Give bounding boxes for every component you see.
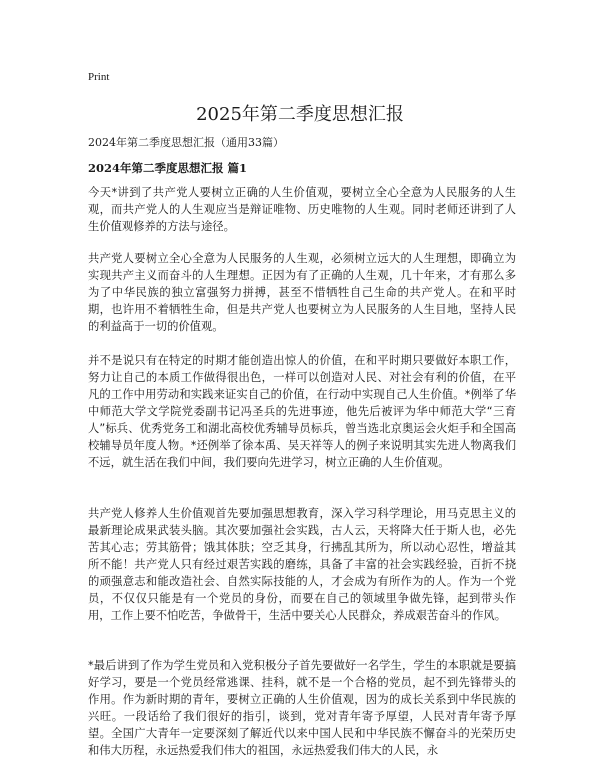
print-link[interactable]: Print — [88, 71, 110, 83]
paragraph: 共产党人修养人生价值观首先要加强思想教育，深入学习科学理论，用马克思主义的最新理论成果武装头脑。其次要加强社会实践，古人云，天将降大任于斯人也，必先苦其心志；劳其筋骨；饿其体肤；空乏其身，行拂乱其所为，所以动心忍性，增益其所不能！共产党人只有经过艰苦实践的磨练，具备了丰富的社会实践经验，百折不挠的顽强意志和能改造社会、自然实际技能的人，才会成为有所作为的人。作为一个党员，不仅仅只能是有一个党员的身份，而要在自己的领域里争做先锋，起到带头作用，工作上要不怕吃苦，争做骨干，生活中要关心人民群众，养成艰苦奋斗的作风。 — [88, 507, 516, 622]
paragraph: 今天*讲到了共产党人要树立正确的人生价值观，要树立全心全意为人民服务的人生观，而共产党人的人生观应当是辩证唯物、历史唯物的人生观。同时老师还讲到了人生价值观修养的方法与途径。 — [88, 186, 516, 233]
document-title: 2025年第二季度思想汇报 — [196, 104, 404, 125]
paragraph: *最后讲到了作为学生党员和入党积极分子首先要做好一名学生，学生的本职就是要搞好学习，要是一个党员经常逃课、挂科，就不是一个合格的党员，起不到先锋带头的作用。作为新时期的青年，要树立正确的人生价值观，因为的成长关系到中华民族的兴旺。一段话给了我们很好的指引，谈到，党对青年寄予厚望，人民对青年寄予厚望。全国广大青年一定要深刻了解近代以来中国人民和中华民族不懈奋斗的光荣历史和伟大历程，永远热爱我们伟大的祖国，永远热爱我们伟大的人民，永 — [88, 659, 516, 757]
paragraph: 并不是说只有在特定的时期才能创造出惊人的价值，在和平时期只要做好本职工作，努力让自己的本质工作做得很出色，一样可以创造对人民、对社会有利的价值，在平凡的工作中用劳动和实践来证实自己的价值，在行动中实现自己人生价值。*例举了华中师范大学文学院党委副书记冯圣兵的先进事迹，他先后被评为华中师范大学“三育人”标兵、优秀党务工和湖北高校优秀辅导员标兵，曾当选北京奥运会火炬手和全国高校辅导员年度人物。*还例举了徐本禹、吴天祥等人的例子来说明其实先进人物离我们不远，就生活在我们中间，我们要向先进学习，树立正确的人生价值观。 — [88, 354, 516, 469]
paragraph: 共产党人要树立全心全意为人民服务的人生观，必须树立远大的人生理想，即确立为实现共产主义而奋斗的人生理想。正因为有了正确的人生观，几十年来，才有那么多为了中华民族的独立富强努力拼搏，甚至不惜牺牲自己生命的共产党人。在和平时期，也许用不着牺牲生命，但是共产党人也要树立为人民服务的人生目地，坚持人民的利益高于一切的价值观。 — [88, 252, 516, 333]
document-subtitle: 2024年第二季度思想汇报（通用33篇） — [88, 136, 284, 149]
section-heading: 2024年第二季度思想汇报 篇1 — [88, 161, 248, 175]
